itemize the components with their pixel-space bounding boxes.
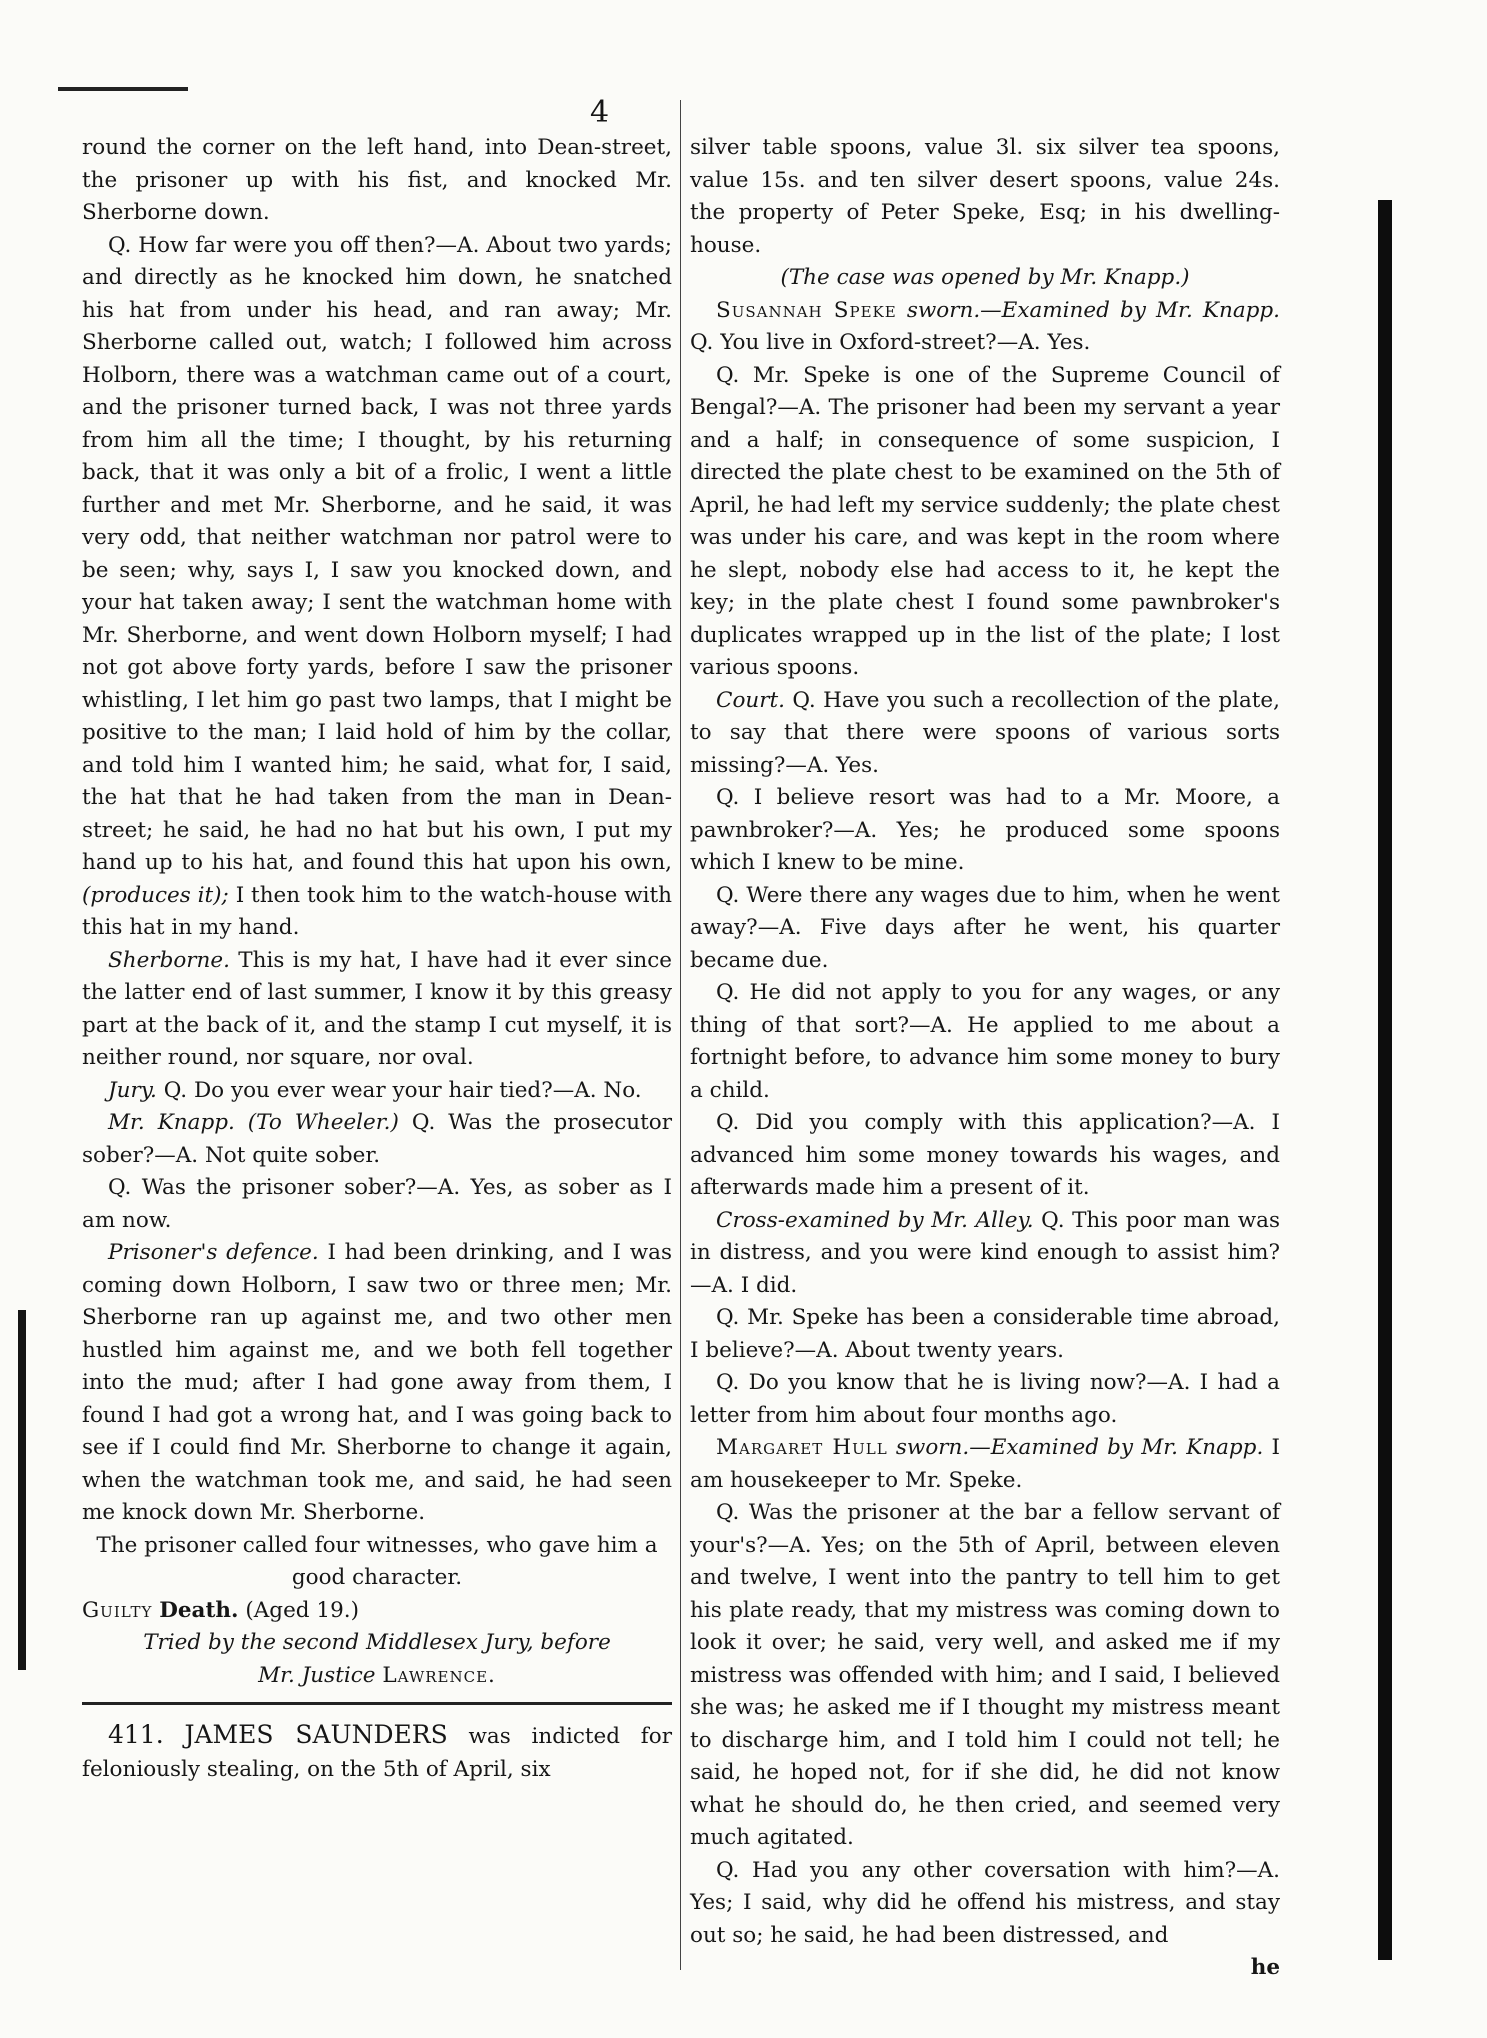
trial-line (82, 1660, 672, 1693)
speaker: Court. (716, 687, 785, 713)
judge-title: Mr. Justice (258, 1662, 376, 1688)
case-heading (82, 1719, 672, 1786)
paragraph (82, 945, 672, 1075)
sentence: Death. (159, 1597, 239, 1623)
paragraph-text: Q. This poor man was in distress, and you were kind enough to assist him?—A. I did. (690, 1207, 1280, 1298)
paragraph-text: Q. Was the prosecutor sober?—A. Not quite sober. (82, 1110, 672, 1168)
verdict: Guilty (82, 1597, 153, 1623)
paragraph (690, 1205, 1280, 1303)
speaker: Mr. Knapp. (To Wheeler.) (108, 1110, 399, 1135)
paragraph (690, 295, 1280, 360)
paragraph-text: I then took him to the watch-house with this hat in my hand. (82, 882, 672, 940)
speaker: Sherborne. (108, 947, 230, 973)
paragraph: Q. He did not apply to you for any wages, or any thing of that sort?—A. He applied to me about a fortnight before, to advance him some money to bury a child. (690, 980, 1280, 1103)
paragraph-text: Q. Have you such a recollection of the plate, to say that there were spoons of various sorts missing?—A. Yes. (690, 687, 1280, 778)
paragraph: The prisoner called four witnesses, who gave him a good character. (96, 1532, 658, 1590)
paragraph: Q. Was the prisoner sober?—A. Yes, as sober as I am now. (82, 1175, 672, 1233)
paragraph: round the corner on the left hand, into Dean-street, the prisoner up with his fist, and knocked Mr. Sherborne down. (82, 135, 672, 225)
case-number: 411. (108, 1720, 164, 1749)
scan-edge-shadow (1378, 200, 1392, 1960)
paragraph (82, 1075, 672, 1108)
page-number: 4 (590, 95, 612, 130)
paragraph: silver table spoons, value 3l. six silver tea spoons, value 15s. and ten silver desert spoons, value 24s. the property of Peter Speke, Esq; in his dwelling-house. (690, 135, 1280, 258)
paragraph: Q. Was the prisoner at the bar a fellow servant of your's?—A. Yes; on the 5th of April, between eleven and twelve, I went into the pantry to tell him to get his plate ready, that my mistress was coming down to look it over; he said, very well, and asked me if my mistress was offended with him; and I said, I believed she was; he asked me if I thought my mistress meant to discharge him, and I told him I could not tell; he said, he hoped not, for if she did, he did not know what he should do, he then cried, and seemed very much agitated. (690, 1500, 1280, 1850)
case-text: was indicted for feloniously stealing, on the 5th of April, six (82, 1724, 672, 1782)
paragraph-text: I am housekeeper to Mr. Speke. (690, 1435, 1280, 1493)
trial-text: Tried by the second Middlesex Jury, before (143, 1630, 611, 1655)
paragraph (82, 1107, 672, 1172)
paragraph: Q. Had you any other coversation with him?—A. Yes; I said, why did he offend his mistress, and stay out so; he said, he had been distressed, and (690, 1857, 1280, 1948)
witness-name: Margaret Hull (716, 1435, 888, 1460)
speaker: Prisoner's defence. (108, 1240, 319, 1265)
paragraph (690, 685, 1280, 783)
paragraph: Q. Mr. Speke is one of the Supreme Council of Bengal?—A. The prisoner had been my servant a year and a half; in consequence of some suspicion, I directed the plate chest to be examined on the 5th of April, he had left my service suddenly; the plate chest was under his care, and was kept in the room where he slept, nobody else had access to it, he kept the key; in the plate chest I found some pawnbroker's duplicates wrapped up in the list of the plate; I lost various spoons. (690, 362, 1280, 680)
sworn-note: sworn.—Examined by Mr. Knapp. (895, 1435, 1264, 1460)
note: (The case was opened by Mr. Knapp.) (780, 265, 1190, 290)
right-column (690, 132, 1280, 1985)
speaker: Jury. (108, 1077, 157, 1103)
sworn-note: sworn.—Examined by Mr. Knapp. (906, 297, 1280, 323)
paragraph-text: Q. How far were you off then?—A. About two yards; and directly as he knocked him down, he snatched his hat from under his head, and ran away; Mr. Sherborne called out, watch; I followed him across Holborn, there was a watchman came out of a court, and the prisoner turned back, I was not three yards from him all the time; I thought, by his returning back, that it was only a bit of a frolic, I went a little further and met Mr. Sherborne, and he said, it was very odd, that neither watchman nor patrol were to be seen; why, says I, I saw you knocked down, and your hat taken away; I sent the watchman home with Mr. Sherborne, and went down Holborn myself; I had not got above forty yards, before I saw the prisoner whistling, I let him go past two lamps, that I might be positive to the man; I laid hold of him by the collar, and told him I wanted him; he said, what for, I said, the hat that he had taken from the man in Dean-street; he said, he had no hat but his own, I put my hand up to his hat, and found this hat upon his own, (82, 232, 672, 875)
age: (Aged 19.) (245, 1597, 359, 1623)
paragraph-text: I had been drinking, and I was coming down Holborn, I saw two or three men; Mr. Sherborne ran up against me, and two other men hustled him against me, and we both fell together into the mud; after I had gone away from them, I found I had got a wrong hat, and I was going back to see if I could find Mr. Sherborne to change it again, when the watchman took me, and said, he had seen me knock down Mr. Sherborne. (82, 1240, 672, 1525)
paragraph-text: Q. Do you ever wear your hair tied?—A. No. (163, 1077, 642, 1103)
defendant-name: JAMES SAUNDERS (184, 1720, 448, 1749)
verdict-line (82, 1595, 672, 1628)
paragraph: Q. I believe resort was had to a Mr. Moore, a pawnbroker?—A. Yes; he produced some spoons which I knew to be mine. (690, 785, 1280, 875)
judge-name: Lawrence. (382, 1662, 496, 1688)
paragraph: Q. Did you comply with this application?—A. I advanced him some money towards his wages, and afterwards made him a present of it. (690, 1110, 1280, 1200)
speaker: Cross-examined by Mr. Alley. (716, 1207, 1034, 1233)
paragraph-text: Q. You live in Oxford-street?—A. Yes. (690, 330, 1091, 355)
column-divider (680, 100, 681, 1970)
paragraph (82, 230, 672, 945)
paragraph (82, 1237, 672, 1530)
paragraph (690, 1432, 1280, 1497)
paragraph (690, 262, 1280, 295)
top-rule (58, 87, 188, 91)
witness-name: Susannah Speke (716, 297, 897, 323)
catchword: he (1250, 1955, 1280, 1980)
scan-left-mark (18, 1310, 26, 1670)
left-column (82, 132, 672, 1786)
trial-line (82, 1627, 672, 1660)
paragraph: Q. Mr. Speke has been a considerable time abroad, I believe?—A. About twenty years. (690, 1305, 1280, 1363)
paragraph: Q. Were there any wages due to him, when he went away?—A. Five days after he went, his quarter became due. (690, 882, 1280, 973)
stage-direction: (produces it); (82, 882, 229, 908)
paragraph-text: This is my hat, I have had it ever since the latter end of last summer, I know it by this greasy part at the back of it, and the stamp I cut myself, it is neither round, nor square, nor oval. (82, 947, 672, 1070)
case-separator (82, 1702, 672, 1705)
paragraph: Q. Do you know that he is living now?—A. I had a letter from him about four months ago. (690, 1370, 1280, 1428)
